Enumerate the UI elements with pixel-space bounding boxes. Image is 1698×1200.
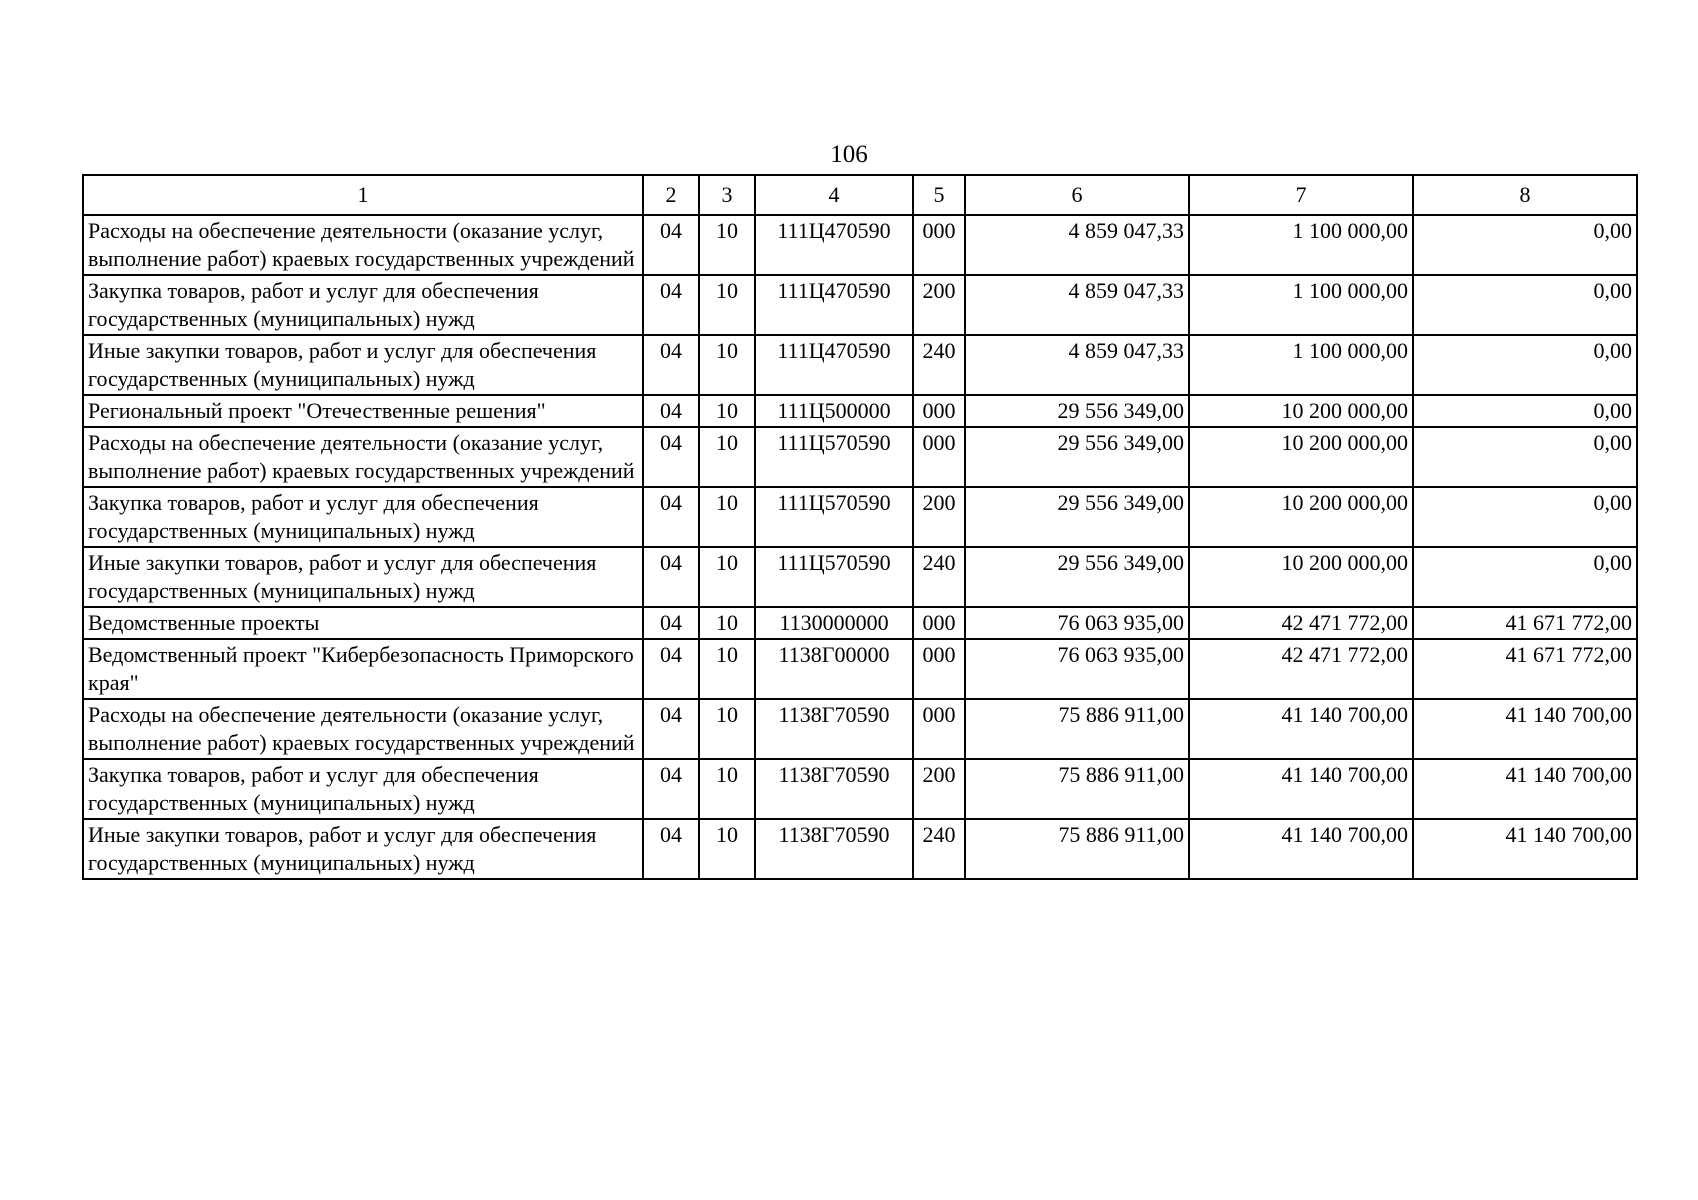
page-number: 106 [830, 141, 868, 168]
row-name: Закупка товаров, работ и услуг для обеспечения государственных (муниципальных) нужд [83, 275, 643, 335]
col-4: 1138Г70590 [755, 699, 913, 759]
row-name: Иные закупки товаров, работ и услуг для обеспечения государственных (муниципальных) нужд [83, 335, 643, 395]
col-6: 29 556 349,00 [965, 547, 1189, 607]
col-4: 111Ц570590 [755, 427, 913, 487]
col-2: 04 [643, 607, 699, 639]
col-8: 0,00 [1413, 427, 1637, 487]
col-2: 04 [643, 639, 699, 699]
row-name: Ведомственные проекты [83, 607, 643, 639]
col-3: 10 [699, 699, 755, 759]
header-row [83, 175, 1637, 215]
col-4: 111Ц470590 [755, 335, 913, 395]
col-5: 000 [913, 215, 965, 275]
col-5: 240 [913, 819, 965, 879]
table-row [83, 395, 1637, 427]
col-6: 75 886 911,00 [965, 819, 1189, 879]
header-cell: 1 [83, 175, 643, 215]
col-5: 000 [913, 607, 965, 639]
col-6: 76 063 935,00 [965, 639, 1189, 699]
table-row [83, 699, 1637, 759]
col-3: 10 [699, 427, 755, 487]
table-row [83, 335, 1637, 395]
col-4: 1130000000 [755, 607, 913, 639]
col-5: 200 [913, 487, 965, 547]
header-cell: 3 [699, 175, 755, 215]
col-6: 4 859 047,33 [965, 275, 1189, 335]
col-5: 240 [913, 547, 965, 607]
col-7: 1 100 000,00 [1189, 275, 1413, 335]
col-8: 41 140 700,00 [1413, 819, 1637, 879]
col-7: 10 200 000,00 [1189, 395, 1413, 427]
col-8: 41 671 772,00 [1413, 639, 1637, 699]
col-3: 10 [699, 639, 755, 699]
col-7: 42 471 772,00 [1189, 639, 1413, 699]
header-cell: 7 [1189, 175, 1413, 215]
table-row [83, 215, 1637, 275]
budget-table [82, 174, 1638, 880]
row-name: Иные закупки товаров, работ и услуг для обеспечения государственных (муниципальных) нужд [83, 819, 643, 879]
col-8: 41 671 772,00 [1413, 607, 1637, 639]
col-5: 000 [913, 427, 965, 487]
col-6: 76 063 935,00 [965, 607, 1189, 639]
col-7: 41 140 700,00 [1189, 819, 1413, 879]
col-6: 29 556 349,00 [965, 395, 1189, 427]
col-5: 000 [913, 639, 965, 699]
col-4: 111Ц570590 [755, 547, 913, 607]
col-3: 10 [699, 759, 755, 819]
row-name: Закупка товаров, работ и услуг для обеспечения государственных (муниципальных) нужд [83, 487, 643, 547]
header-cell: 5 [913, 175, 965, 215]
header-cell: 2 [643, 175, 699, 215]
col-8: 41 140 700,00 [1413, 759, 1637, 819]
col-5: 000 [913, 395, 965, 427]
col-4: 111Ц500000 [755, 395, 913, 427]
col-3: 10 [699, 215, 755, 275]
table-row [83, 607, 1637, 639]
col-7: 42 471 772,00 [1189, 607, 1413, 639]
col-3: 10 [699, 487, 755, 547]
col-2: 04 [643, 215, 699, 275]
row-name: Ведомственный проект "Кибербезопасность Приморского края" [83, 639, 643, 699]
table-row [83, 487, 1637, 547]
row-name: Расходы на обеспечение деятельности (оказание услуг, выполнение работ) краевых государственных учреждений [83, 215, 643, 275]
col-2: 04 [643, 547, 699, 607]
col-3: 10 [699, 547, 755, 607]
col-6: 75 886 911,00 [965, 759, 1189, 819]
col-6: 75 886 911,00 [965, 699, 1189, 759]
table-row [83, 819, 1637, 879]
row-name: Закупка товаров, работ и услуг для обеспечения государственных (муниципальных) нужд [83, 759, 643, 819]
table-row [83, 759, 1637, 819]
row-name: Региональный проект "Отечественные решения" [83, 395, 643, 427]
col-2: 04 [643, 395, 699, 427]
col-2: 04 [643, 819, 699, 879]
col-7: 41 140 700,00 [1189, 699, 1413, 759]
col-5: 200 [913, 275, 965, 335]
col-4: 1138Г00000 [755, 639, 913, 699]
col-8: 0,00 [1413, 335, 1637, 395]
col-7: 10 200 000,00 [1189, 427, 1413, 487]
col-6: 4 859 047,33 [965, 215, 1189, 275]
col-2: 04 [643, 427, 699, 487]
header-cell: 8 [1413, 175, 1637, 215]
col-5: 000 [913, 699, 965, 759]
col-3: 10 [699, 819, 755, 879]
col-7: 10 200 000,00 [1189, 547, 1413, 607]
col-3: 10 [699, 335, 755, 395]
col-4: 1138Г70590 [755, 759, 913, 819]
col-3: 10 [699, 275, 755, 335]
header-cell: 4 [755, 175, 913, 215]
col-3: 10 [699, 395, 755, 427]
col-5: 240 [913, 335, 965, 395]
col-7: 10 200 000,00 [1189, 487, 1413, 547]
col-6: 29 556 349,00 [965, 427, 1189, 487]
col-2: 04 [643, 335, 699, 395]
table-row [83, 275, 1637, 335]
header-cell: 6 [965, 175, 1189, 215]
col-7: 41 140 700,00 [1189, 759, 1413, 819]
col-3: 10 [699, 607, 755, 639]
col-8: 41 140 700,00 [1413, 699, 1637, 759]
col-8: 0,00 [1413, 275, 1637, 335]
col-6: 4 859 047,33 [965, 335, 1189, 395]
col-8: 0,00 [1413, 547, 1637, 607]
col-8: 0,00 [1413, 395, 1637, 427]
row-name: Расходы на обеспечение деятельности (оказание услуг, выполнение работ) краевых государственных учреждений [83, 699, 643, 759]
table-row [83, 639, 1637, 699]
col-2: 04 [643, 487, 699, 547]
col-5: 200 [913, 759, 965, 819]
col-8: 0,00 [1413, 487, 1637, 547]
col-8: 0,00 [1413, 215, 1637, 275]
col-6: 29 556 349,00 [965, 487, 1189, 547]
row-name: Иные закупки товаров, работ и услуг для обеспечения государственных (муниципальных) нужд [83, 547, 643, 607]
col-7: 1 100 000,00 [1189, 335, 1413, 395]
table-row [83, 547, 1637, 607]
table-row [83, 427, 1637, 487]
col-2: 04 [643, 275, 699, 335]
col-4: 1138Г70590 [755, 819, 913, 879]
col-4: 111Ц570590 [755, 487, 913, 547]
row-name: Расходы на обеспечение деятельности (оказание услуг, выполнение работ) краевых государственных учреждений [83, 427, 643, 487]
col-4: 111Ц470590 [755, 275, 913, 335]
col-7: 1 100 000,00 [1189, 215, 1413, 275]
col-2: 04 [643, 759, 699, 819]
col-2: 04 [643, 699, 699, 759]
col-4: 111Ц470590 [755, 215, 913, 275]
